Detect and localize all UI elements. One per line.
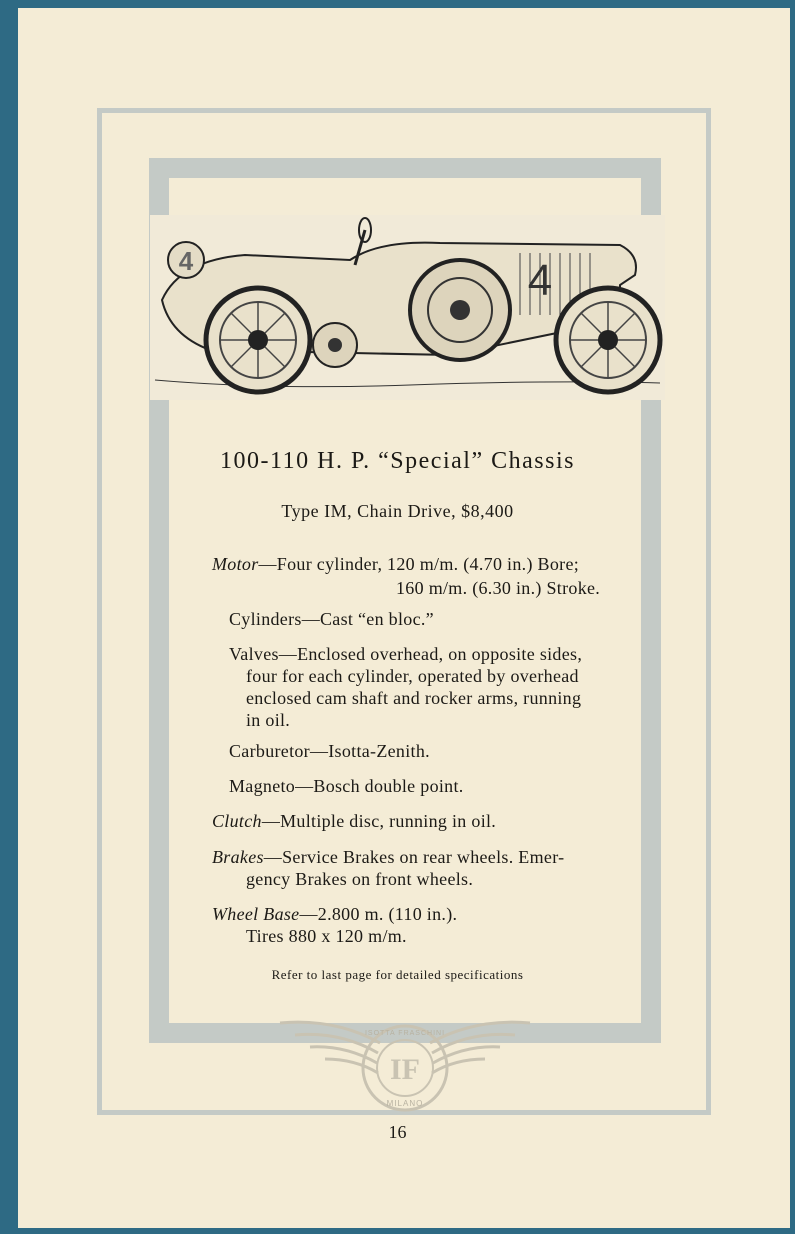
spec-clutch-text: —Multiple disc, running in oil. (261, 811, 497, 831)
spec-valves-line-1: Valves—Enclosed overhead, on opposite sides, (229, 644, 583, 664)
emblem-bottom-text: MILANO (386, 1099, 424, 1108)
car-number-hood: 4 (527, 256, 553, 305)
spec-motor-text-1: —Four cylinder, 120 m/m. (4.70 in.) Bore; (258, 554, 580, 574)
emblem-letters: IF (390, 1053, 420, 1086)
emblem-top-text: ISOTTA FRASCHINI (364, 1030, 446, 1037)
spec-motor-line-1 (212, 553, 579, 575)
spec-valves-line-3: enclosed cam shaft and rocker arms, running (246, 688, 582, 708)
spec-motor-line-2: 160 m/m. (6.30 in.) Stroke. (396, 578, 601, 598)
chassis-title: 100-110 H. P. “Special” Chassis (220, 448, 575, 474)
spec-brakes-line-1 (212, 846, 564, 868)
spec-clutch (212, 810, 496, 832)
spec-wheelbase (212, 903, 457, 925)
spec-carburetor: Carburetor—Isotta-Zenith. (229, 741, 430, 761)
race-car-illustration (150, 215, 665, 400)
spec-wheelbase-label: Wheel Base (212, 904, 300, 924)
winged-if-emblem (275, 1013, 535, 1113)
spec-brakes-line-2: gency Brakes on front wheels. (246, 869, 474, 889)
spec-clutch-label: Clutch (212, 811, 262, 831)
page-number: 16 (388, 1122, 407, 1142)
spec-wheelbase-text: —2.800 m. (110 in.). (299, 904, 458, 924)
spec-valves-line-2: four for each cylinder, operated by overhead (246, 666, 579, 686)
spec-motor-label: Motor (212, 554, 259, 574)
car-number-tail: 4 (178, 246, 194, 276)
spec-tires: Tires 880 x 120 m/m. (246, 926, 407, 946)
spec-valves-line-4: in oil. (246, 710, 291, 730)
specifications-note: Refer to last page for detailed specifications (271, 967, 524, 982)
spec-brakes-label: Brakes (212, 847, 264, 867)
spec-cylinders: Cylinders—Cast “en bloc.” (229, 609, 434, 629)
spec-magneto: Magneto—Bosch double point. (229, 776, 464, 796)
spec-brakes-text-1: —Service Brakes on rear wheels. Emer- (263, 847, 565, 867)
type-and-price: Type IM, Chain Drive, $8,400 (281, 501, 514, 521)
